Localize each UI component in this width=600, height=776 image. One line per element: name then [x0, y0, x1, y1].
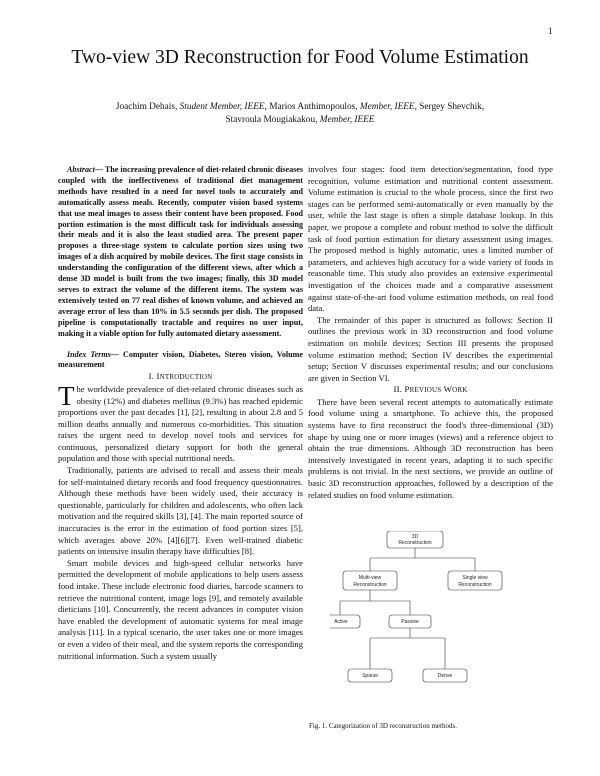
index-terms-text: Computer vision, Diabetes, Stereo vision, Volume measurement	[58, 349, 303, 370]
node-label: Single view	[462, 575, 488, 581]
section-heading-previous-work: II. PREVIOUS WORK	[393, 384, 468, 395]
left-column	[58, 165, 303, 662]
author-list	[60, 101, 540, 127]
author-name: Joachim Dehais,	[115, 102, 178, 112]
right-column	[308, 164, 553, 501]
node-label: Active	[334, 619, 348, 625]
node-label: Passive	[401, 619, 419, 625]
node-label: Reconstruction	[353, 582, 387, 588]
intro-paragraph: Smart mobile devices and high-speed cellular networks have permitted the development of mobile applications to help users assess food intake. These include electronic food diaries, barcode scanners to retrieve the nutritional content, image logs [9], and remotely available dieticians [10]. Concurrently, the recent advances in computer vision have enabled the development of automatic systems for meal image analysis [11]. In a typical scenario, the user takes one or more images or even a video of their meal, and the system reports the corresponding nutritional information. Such a system usually	[58, 557, 303, 661]
paper-title: Two-view 3D Reconstruction for Food Volume Estimation	[71, 47, 529, 68]
node-label: 3D	[411, 534, 419, 540]
abstract	[58, 165, 303, 340]
author-role: Student Member, IEEE	[179, 102, 265, 112]
drop-cap: T	[58, 380, 75, 411]
author-role: Member, IEEE	[359, 102, 415, 112]
figure-caption: Fig. 1. Categorization of 3D reconstruction methods.	[309, 722, 457, 730]
node-label: Multi-view	[358, 575, 382, 581]
node-label: Reconstruction	[398, 540, 432, 546]
index-terms-label: Index Terms—	[67, 349, 119, 359]
reconstruction-tree	[330, 531, 530, 711]
figure-1-diagram	[330, 531, 530, 711]
node-label: Sparse	[362, 673, 378, 679]
node-label: Dense	[437, 673, 453, 679]
page-number: 1	[548, 26, 553, 36]
node-label: Reconstruction	[458, 582, 492, 588]
section-heading-introduction: I. INTRODUCTION	[148, 371, 213, 382]
intro-paragraph: Traditionally, patients are advised to recall and assess their meals for self-maintained dietary records and food frequency questionnaires. Although these methods have been widely used, their accuracy is questionable, particularly for children and adolescents, who often lack motivation and the required skills [3], [4]. The main reported source of inaccuracies is the error in the estimation of food portion sizes [5], which averages above 20% [4][6][7]. Even well-trained diabetic patients on intensive insulin therapy have difficulties [8].	[58, 465, 303, 557]
previous-work-paragraph: There have been several recent attempts to automatically estimate food volume using a smartphone. To achieve this, the proposed systems have to first reconstruct the food's three-dimensional (3D) shape by using one or more images (views) and a reference object to obtain the true dimensions. Although 3D reconstruction has been intensively investigated in recent years, adapting it to such specific problems is not trivial. In the next sections, we provide an outline of basic 3D reconstruction approaches, followed by a description of the related studies on food volume estimation.	[308, 396, 553, 500]
author-name: Stavroula Mougiakakou,	[225, 115, 318, 125]
index-terms	[58, 350, 303, 372]
abstract-label: Abstract—	[67, 165, 103, 174]
abstract-text: The increasing prevalence of diet-related chronic diseases coupled with the ineffectiveness of traditional diet management methods have resulted in a need for novel tools to accurately and automatically assess meals. Recently, computer vision based systems that use meal images to assess their content have been proposed. Food portion estimation is the most difficult task for individuals assessing their meals and it is also the least studied area. The present paper proposes a three-stage system to calculate portion sizes using two images of a dish acquired by mobile devices. The first stage consists in understanding the configuration of the different views, after which a dense 3D model is built from the two images; finally, this 3D model serves to extract the volume of the different items. The system was extensively tested on 77 real dishes of known volume, and achieved an average error of less than 10% in 5.5 seconds per dish. The proposed pipeline is computationally tractable and requires no user input, making it a viable option for fully automated dietary assessment.	[58, 165, 304, 338]
intro-paragraph: involves four stages: food item detection/segmentation, food type recognition, volume estimation and nutritional content assessment. Volume estimation is crucial to the whole process, since the first two stages can be performed semi-automatically or even manually by the user, while the last stage is often a simple database lookup. In this paper, we propose a complete and robust method to solve the difficult task of food portion estimation for dietary assessment using images. The proposed method is highly automatic, uses a limited number of parameters, and achieves high accuracy for a wide variety of foods in reasonable time. This study also provides an extensive experimental investigation of the choices made and a comparative assessment against state-of-the-art food volume estimation methods, on real food data.	[308, 164, 553, 314]
author-name: , Sergey Shevchik,	[414, 102, 485, 112]
author-name: , Marios Anthimopoulos,	[264, 102, 358, 112]
intro-paragraph: The worldwide prevalence of diet-related chronic diseases such as obesity (12%) and diabetes mellitus (9.3%) has reached epidemic proportions over the past decades [1], [2], resulting in about 2.8 and 5 million deaths annually and numerous co-morbidities. This situation raises the urgent need to develop novel tools and services for continuous, personalized dietary support for both the general population and those with special nutritional needs.	[58, 380, 303, 464]
intro-paragraph: The remainder of this paper is structured as follows: Section II outlines the previous work in 3D reconstruction and food volume estimation on mobile devices; Section III presents the proposed volume estimation method; Section IV describes the experimental setup; Section V discusses experimental results; and our conclusions are given in Section VI.	[308, 314, 553, 383]
author-role: Member, IEEE	[319, 115, 375, 125]
